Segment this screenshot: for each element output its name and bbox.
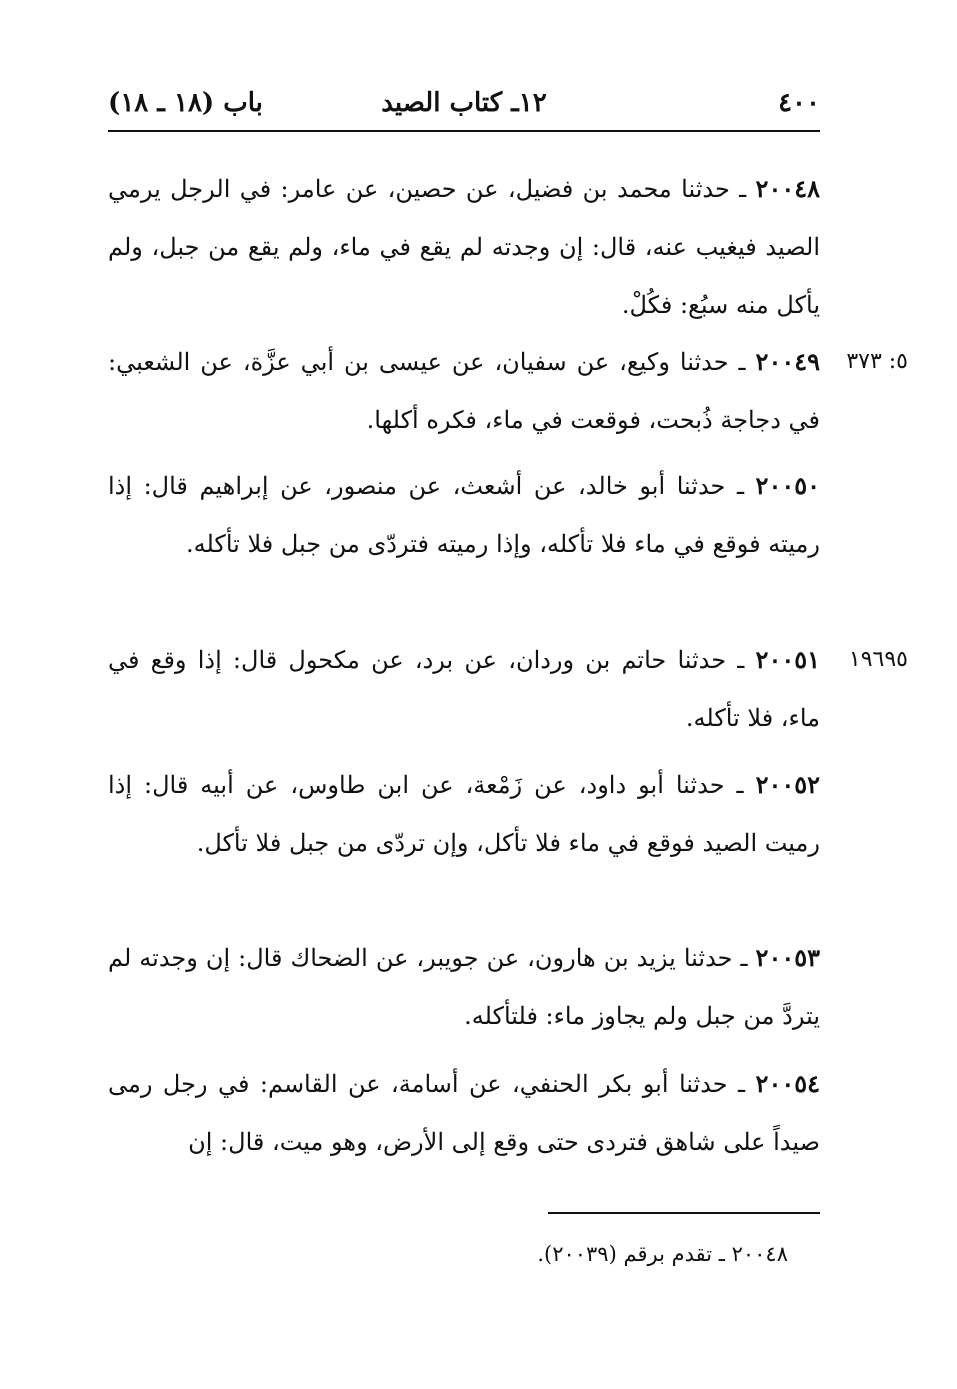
hadith-entry — [108, 457, 820, 573]
hadith-text: ـ حدثنا حاتم بن وردان، عن برد، عن مكحول قال: إذا وقع في ماء، فلا تأكله. — [108, 646, 820, 732]
header-rule — [108, 130, 820, 132]
hadith-number: ٢٠٠٥٠ — [755, 471, 820, 500]
hadith-text: ـ حدثنا محمد بن فضيل، عن حصين، عن عامر: في الرجل يرمي الصيد فيغيب عنه، قال: إن وجدته لم يقع في ماء، ولم يقع من جبل، ولم يأكل منه سبُع: فكُلْ. — [108, 175, 820, 319]
page-number: ٤٠٠ — [778, 88, 820, 118]
running-header — [108, 88, 820, 124]
footnote-rule — [548, 1212, 820, 1214]
hadith-number: ٢٠٠٥١ — [755, 645, 820, 674]
hadith-text: ـ حدثنا أبو داود، عن زَمْعة، عن ابن طاوس، عن أبيه قال: إذا رميت الصيد فوقع في ماء فلا تأكل، وإن تردّى من جبل فلا تأكل. — [108, 771, 820, 857]
hadith-number: ٢٠٠٥٣ — [755, 943, 820, 972]
book-title: ١٢ـ كتاب الصيد — [381, 88, 547, 118]
hadith-text: ـ حدثنا أبو بكر الحنفي، عن أسامة، عن القاسم: في رجل رمى صيداً على شاهق فتردى حتى وقع إلى الأرض، وهو ميت، قال: إن — [108, 1070, 820, 1156]
hadith-text: ـ حدثنا يزيد بن هارون، عن جويبر، عن الضحاك قال: إن وجدته لم يتردَّ من جبل ولم يجاوز ماء: فلتأكله. — [108, 944, 820, 1030]
hadith-number: ٢٠٠٥٤ — [755, 1069, 820, 1098]
margin-reference: ١٩٦٩٥ — [848, 647, 908, 672]
hadith-entry — [108, 160, 820, 334]
hadith-entry — [108, 1055, 820, 1171]
hadith-entry — [108, 756, 820, 872]
hadith-number: ٢٠٠٥٢ — [755, 770, 821, 799]
hadith-entry — [108, 333, 820, 449]
hadith-text: ـ حدثنا أبو خالد، عن أشعث، عن منصور، عن إبراهيم قال: إذا رميته فوقع في ماء فلا تأكله، وإذا رميته فتردّى من جبل فلا تأكله. — [108, 472, 820, 558]
hadith-text: ـ حدثنا وكيع، عن سفيان، عن عيسى بن أبي عزَّة، عن الشعبي: في دجاجة ذُبحت، فوقعت في ماء، فكره أكلها. — [108, 348, 820, 434]
hadith-entry — [108, 631, 820, 747]
footnote: ٢٠٠٤٨ ـ تقدم برقم (٢٠٠٣٩). — [537, 1242, 788, 1266]
hadith-number: ٢٠٠٤٨ — [755, 174, 820, 203]
margin-reference: ٥: ٣٧٣ — [846, 349, 908, 374]
hadith-entry — [108, 929, 820, 1045]
chapter-heading: باب (١٨ ـ ١٨) — [108, 88, 263, 118]
hadith-number: ٢٠٠٤٩ — [755, 347, 820, 376]
